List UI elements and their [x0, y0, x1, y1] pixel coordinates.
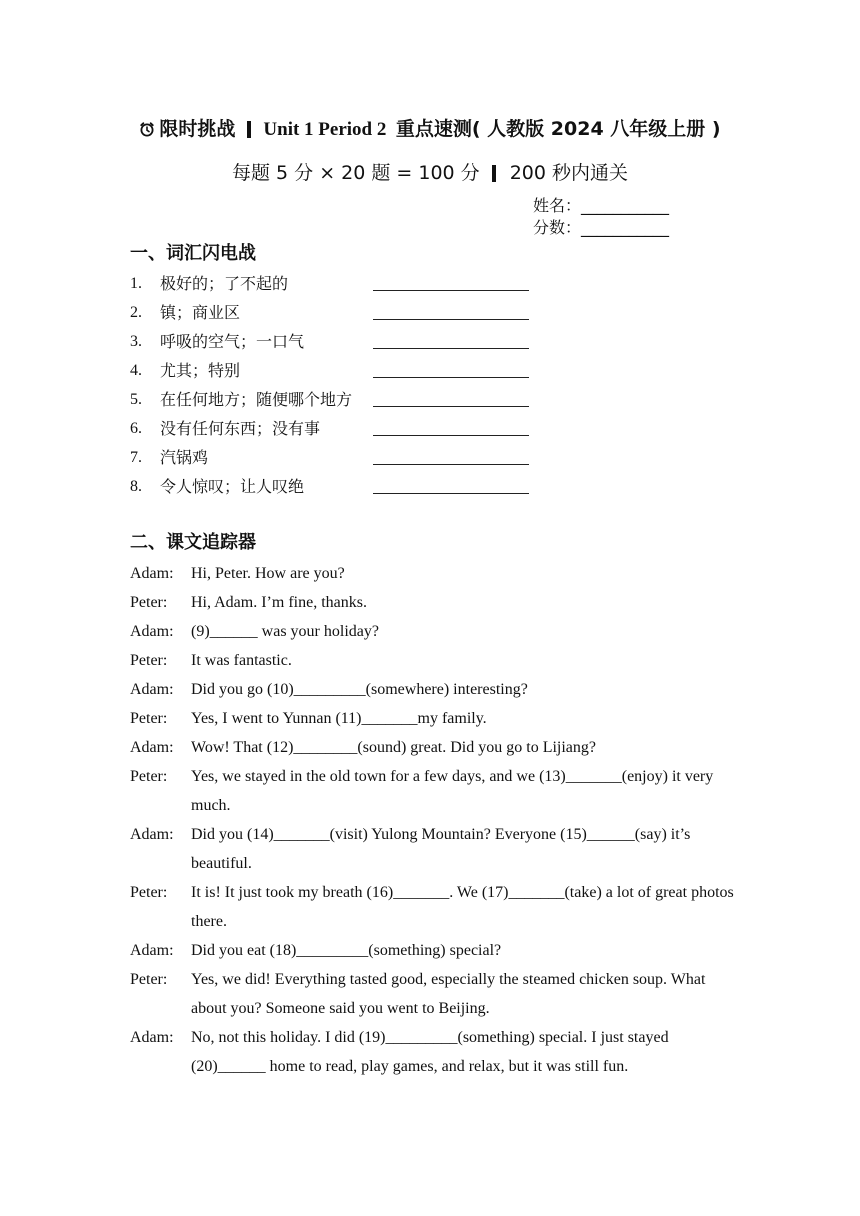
speaker-name: Peter:	[130, 768, 168, 785]
dialogue-text: (9)______ was your holiday?	[191, 623, 379, 640]
vocab-prompt: 极好的；了不起的	[160, 274, 289, 293]
scoring-subtitle	[0, 160, 860, 187]
dialogue-text: Yes, we did! Everything tasted good, especially the steamed chicken soup. What about you? Someone said you went to Beijing.	[191, 971, 706, 1017]
title-challenge-label: 限时挑战	[159, 118, 236, 140]
title-edition-label: 重点速测( 人教版 2024 八年级上册 )	[395, 118, 721, 140]
dialogue-text: Yes, we stayed in the old town for a few days, and we (13)_______(enjoy) it very much.	[191, 768, 714, 814]
vocab-number: 2.	[130, 304, 142, 321]
title-unit-label: Unit 1 Period 2	[263, 119, 387, 140]
dialogue-text: Hi, Adam. I’m fine, thanks.	[191, 594, 367, 611]
title-divider	[247, 121, 251, 138]
section2-heading: 二、课文追踪器	[130, 532, 256, 553]
vocab-number: 6.	[130, 420, 142, 437]
answer-blank[interactable]	[373, 348, 529, 349]
speaker-name: Peter:	[130, 710, 168, 727]
vocab-prompt: 镇；商业区	[160, 303, 241, 322]
answer-blank[interactable]	[373, 464, 529, 465]
speaker-name: Adam:	[130, 942, 174, 959]
vocab-number: 8.	[130, 478, 142, 495]
speaker-name: Peter:	[130, 594, 168, 611]
speaker-name: Adam:	[130, 565, 174, 582]
name-field[interactable]: 姓名：___________	[533, 196, 670, 215]
worksheet-title	[0, 116, 860, 143]
vocab-number: 5.	[130, 391, 142, 408]
speaker-name: Peter:	[130, 971, 168, 988]
score-field[interactable]: 分数：___________	[533, 218, 670, 237]
dialogue-text: Yes, I went to Yunnan (11)_______my family.	[191, 710, 487, 727]
speaker-name: Adam:	[130, 739, 174, 756]
vocab-prompt: 尤其；特别	[160, 361, 241, 380]
dialogue-text: Did you eat (18)_________(something) special?	[191, 942, 502, 959]
subtitle-divider	[492, 165, 496, 182]
alarm-clock-icon	[139, 121, 155, 137]
speaker-name: Peter:	[130, 652, 168, 669]
speaker-name: Adam:	[130, 826, 174, 843]
vocab-prompt: 没有任何东西；没有事	[160, 419, 321, 438]
time-limit: 200 秒内通关	[509, 162, 628, 184]
answer-blank[interactable]	[373, 406, 529, 407]
vocab-number: 3.	[130, 333, 142, 350]
vocab-number: 1.	[130, 275, 142, 292]
section1-heading: 一、词汇闪电战	[130, 243, 256, 264]
vocab-number: 7.	[130, 449, 142, 466]
vocab-prompt: 令人惊叹；让人叹绝	[160, 477, 305, 496]
vocab-number: 4.	[130, 362, 142, 379]
answer-blank[interactable]	[373, 290, 529, 291]
vocab-prompt: 呼吸的空气；一口气	[160, 332, 305, 351]
scoring-rule: 每题 5 分 × 20 题 = 100 分	[232, 162, 480, 184]
answer-blank[interactable]	[373, 493, 529, 494]
dialogue-text: Did you go (10)_________(somewhere) interesting?	[191, 681, 528, 698]
dialogue-text: Did you (14)_______(visit) Yulong Mountain? Everyone (15)______(say) it’s beautiful.	[191, 826, 691, 872]
speaker-name: Adam:	[130, 1029, 174, 1046]
vocab-prompt: 汽锅鸡	[160, 448, 209, 467]
dialogue-text: Hi, Peter. How are you?	[191, 565, 345, 582]
answer-blank[interactable]	[373, 319, 529, 320]
dialogue-text: Wow! That (12)________(sound) great. Did you go to Lijiang?	[191, 739, 597, 756]
dialogue-text: It is! It just took my breath (16)_______. We (17)_______(take) a lot of great photos there.	[191, 884, 734, 930]
speaker-name: Peter:	[130, 884, 168, 901]
vocab-prompt: 在任何地方；随便哪个地方	[160, 390, 353, 409]
dialogue-text: It was fantastic.	[191, 652, 292, 669]
answer-blank[interactable]	[373, 377, 529, 378]
speaker-name: Adam:	[130, 681, 174, 698]
answer-blank[interactable]	[373, 435, 529, 436]
dialogue-text: No, not this holiday. I did (19)_________(something) special. I just stayed (20)______ home to read, play games, and relax, but it was still fun.	[191, 1029, 669, 1075]
speaker-name: Adam:	[130, 623, 174, 640]
